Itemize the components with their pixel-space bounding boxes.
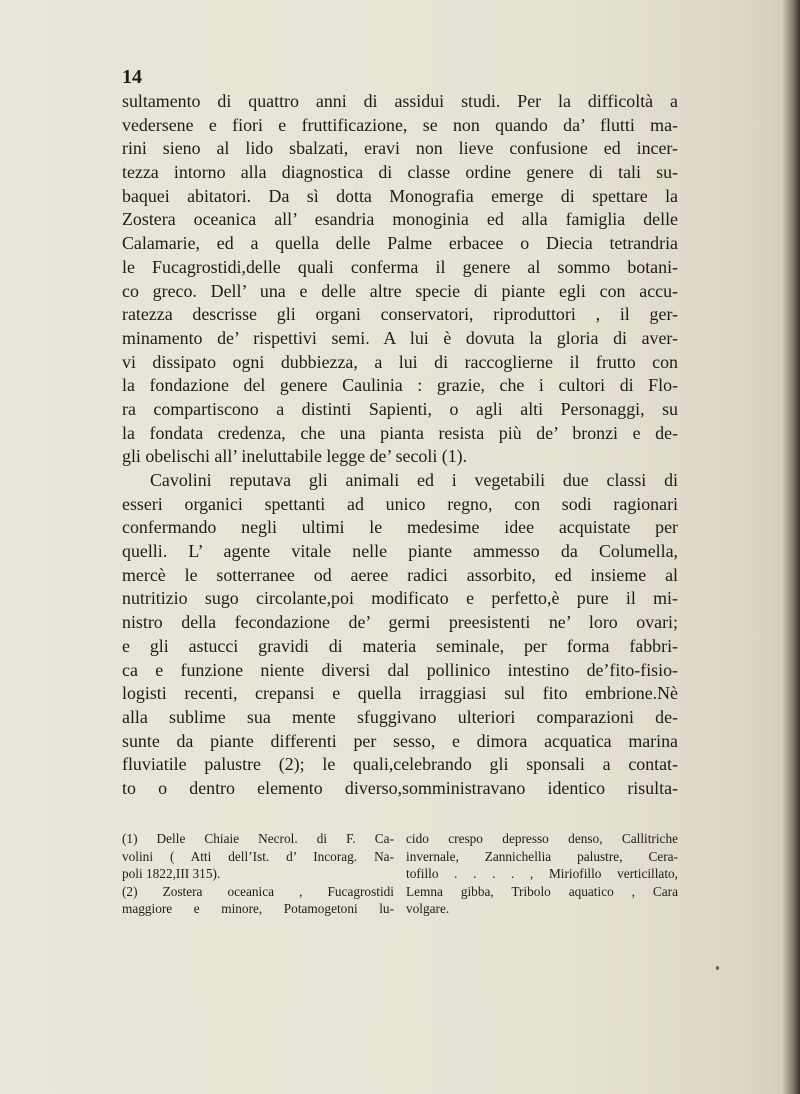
footnote-line: volgare. bbox=[406, 901, 450, 917]
text-line: tezza intorno alla diagnostica di classe ordine genere di tali su- bbox=[122, 162, 678, 183]
page-edge-shadow bbox=[782, 0, 800, 1094]
text-line: confermando negli ultimi le medesime idee acquistate per bbox=[122, 517, 678, 538]
text-line: la fondata credenza, che una pianta resista più de’ bronzi e de- bbox=[122, 422, 678, 443]
text-line: nutritizio sugo circolante,poi modificato e perfetto,è pure il mi- bbox=[122, 588, 678, 609]
text-line: nistro della fecondazione de’ germi preesistenti ne’ loro ovari; bbox=[122, 612, 678, 633]
text-line: Zostera oceanica all’ esandria monoginia ed alla famiglia delle bbox=[122, 209, 678, 230]
page-number: 14 bbox=[122, 66, 142, 88]
text-line: fluviatile palustre (2); le quali,celebrando gli sponsali a contat- bbox=[122, 754, 678, 775]
text-line: mercè le sotterranee od aeree radici assorbito, ed insieme al bbox=[122, 564, 678, 585]
text-line: vedersene e fiori e fruttificazione, se non quando da’ flutti ma- bbox=[122, 114, 678, 135]
text-line: baquei abitatori. Da sì dotta Monografia emerge di spettare la bbox=[122, 185, 678, 206]
text-line: alla sublime sua mente sfuggivano ulteriori comparazioni de- bbox=[122, 706, 678, 727]
text-line: esseri organici spettanti ad unico regno, con sodi ragionari bbox=[122, 493, 678, 514]
text-line: logisti recenti, crepansi e quella irraggiasi sul fito embrione.Nè bbox=[122, 683, 678, 704]
footnote-line: invernale, Zannichellia palustre, Cera- bbox=[406, 848, 678, 864]
text-line: quelli. L’ agente vitale nelle piante ammesso da Columella, bbox=[122, 541, 678, 562]
text-line: Calamarie, ed a quella delle Palme erbacee o Diecia tetrandria bbox=[122, 233, 678, 254]
text-line: vi dissipato ogni dubbiezza, a lui di raccoglierne il frutto con bbox=[122, 351, 678, 372]
text-line: e gli astucci gravidi di materia seminale, per forma fabbri- bbox=[122, 635, 678, 656]
text-line: Cavolini reputava gli animali ed i vegetabili due classi di bbox=[150, 470, 678, 490]
text-line: rini sieno al lido sbalzati, eravi non lieve confusione ed incer- bbox=[122, 138, 678, 159]
text-line: minamento de’ rispettivi semi. A lui è dovuta la gloria di aver- bbox=[122, 327, 678, 348]
text-line: to o dentro elemento diverso,somministravano identico risulta- bbox=[122, 777, 678, 798]
footnote-line: volini ( Atti dell’Ist. d’ Incorag. Na- bbox=[122, 848, 394, 864]
footnote-line: cido crespo depresso denso, Callitriche bbox=[406, 831, 678, 846]
text-line: la fondazione del genere Caulinia : grazie, che i cultori di Flo- bbox=[122, 375, 678, 396]
text-line: ratezza descrisse gli organi conservatori, riproduttori , il ger- bbox=[122, 304, 678, 325]
footnotes bbox=[122, 830, 678, 918]
text-line: gli obelischi all’ ineluttabile legge de’ secoli (1). bbox=[122, 446, 468, 467]
text-line: co greco. Dell’ una e delle altre specie di piante egli con accu- bbox=[122, 280, 678, 301]
text-line: ca e funzione niente diversi dal pollinico intestino de’fito-fisio- bbox=[122, 659, 678, 680]
main-paragraph bbox=[122, 90, 678, 801]
footnotes-right-column bbox=[406, 830, 678, 918]
text-line: ra compartiscono a distinti Sapienti, o agli alti Personaggi, su bbox=[122, 398, 678, 419]
footnote-line: poli 1822,III 315). bbox=[122, 866, 221, 882]
text-line: le Fucagrostidi,delle quali conferma il genere al sommo botani- bbox=[122, 256, 678, 277]
footnote-line: Lemna gibba, Tribolo aquatico , Cara bbox=[406, 883, 678, 899]
text-line: sultamento di quattro anni di assidui studi. Per la difficoltà a bbox=[122, 91, 678, 111]
footnote-line: maggiore e minore, Potamogetoni lu- bbox=[122, 901, 394, 917]
text-line: sunte da piante differenti per sesso, e dimora acquatica marina bbox=[122, 730, 678, 751]
footnote-line: (2) Zostera oceanica , Fucagrostidi bbox=[122, 883, 394, 899]
footnote-line: (1) Delle Chiaie Necrol. di F. Ca- bbox=[122, 831, 394, 846]
footnotes-left-column bbox=[122, 830, 394, 918]
footnote-line: tofillo . . . . , Miriofillo verticillato, bbox=[406, 866, 678, 882]
paper-speck bbox=[716, 966, 719, 970]
